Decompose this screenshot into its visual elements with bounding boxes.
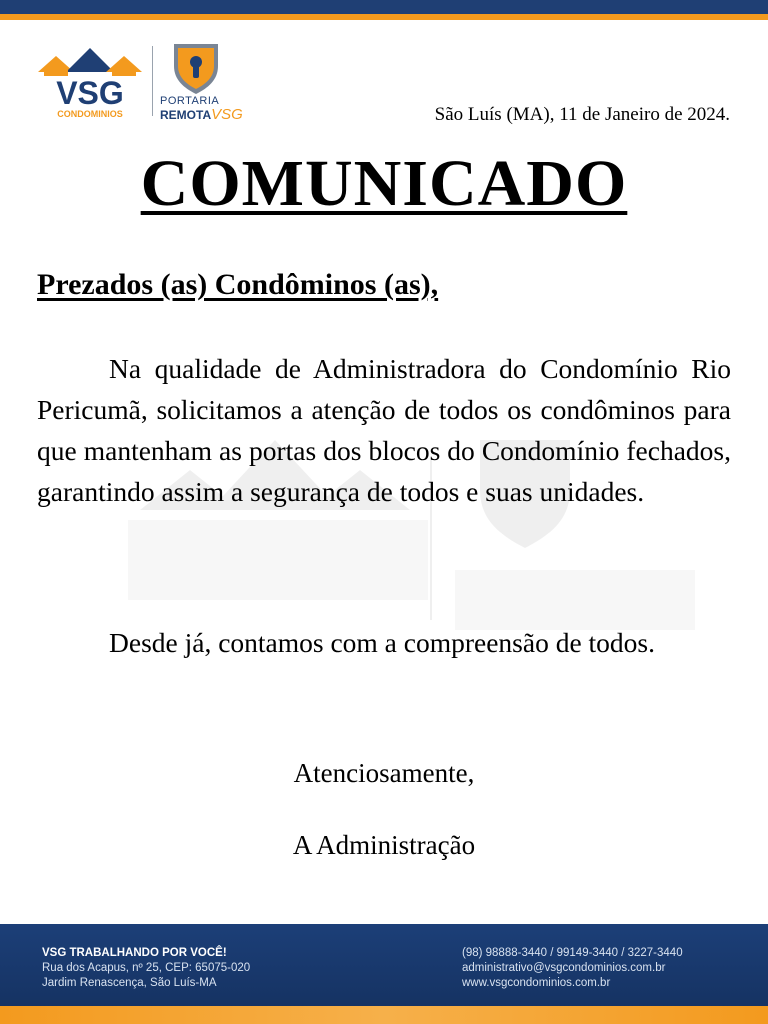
footer-phones: (98) 98888-3440 / 99149-3440 / 3227-3440: [462, 947, 683, 959]
remota-label: REMOTAVSG: [160, 106, 243, 123]
footer-address-line: Jardim Renascença, São Luís-MA: [42, 977, 217, 989]
closing-salutation: Atenciosamente,: [293, 758, 475, 788]
date-location: São Luís (MA), 11 de Janeiro de 2024.: [434, 104, 730, 125]
footer-website[interactable]: www.vsgcondominios.com.br: [462, 977, 611, 989]
footer-email[interactable]: administrativo@vsgcondominios.com.br: [462, 962, 666, 974]
footer: [0, 924, 768, 1024]
top-banner: [0, 0, 768, 20]
vsg-logo-subtext: CONDOMINIOS: [57, 109, 123, 119]
footer-slogan: VSG TRABALHANDO POR VOCÊ!: [42, 947, 227, 959]
vsg-logo-text: VSG: [56, 75, 124, 111]
footer-address-line: Rua dos Acapus, nº 25, CEP: 65075-020: [42, 962, 251, 974]
body-paragraph: Na qualidade de Administradora do Condomínio Rio Pericumã, solicitamos a atenção de todos os condôminos para que mantenham as portas dos blocos do Condomínio fechados, garantindo assim a segurança de todos e suas unidades.: [37, 353, 731, 507]
shield-lock-icon: [160, 40, 246, 96]
footer-contact-block: [462, 946, 683, 991]
body-paragraph: Desde já, contamos com a compreensão de todos.: [109, 627, 656, 658]
footer-stripe: [0, 1006, 768, 1024]
signature: A Administração: [292, 830, 476, 860]
vsg-condominios-logo: [34, 42, 146, 120]
footer-address-block: [42, 946, 250, 991]
document-title: COMUNICADO: [140, 147, 628, 220]
logo-divider: [152, 46, 153, 116]
portaria-label: PORTARIA: [160, 95, 220, 107]
greeting: Prezados (as) Condôminos (as),: [37, 268, 439, 301]
portaria-remota-logo: [160, 40, 246, 122]
